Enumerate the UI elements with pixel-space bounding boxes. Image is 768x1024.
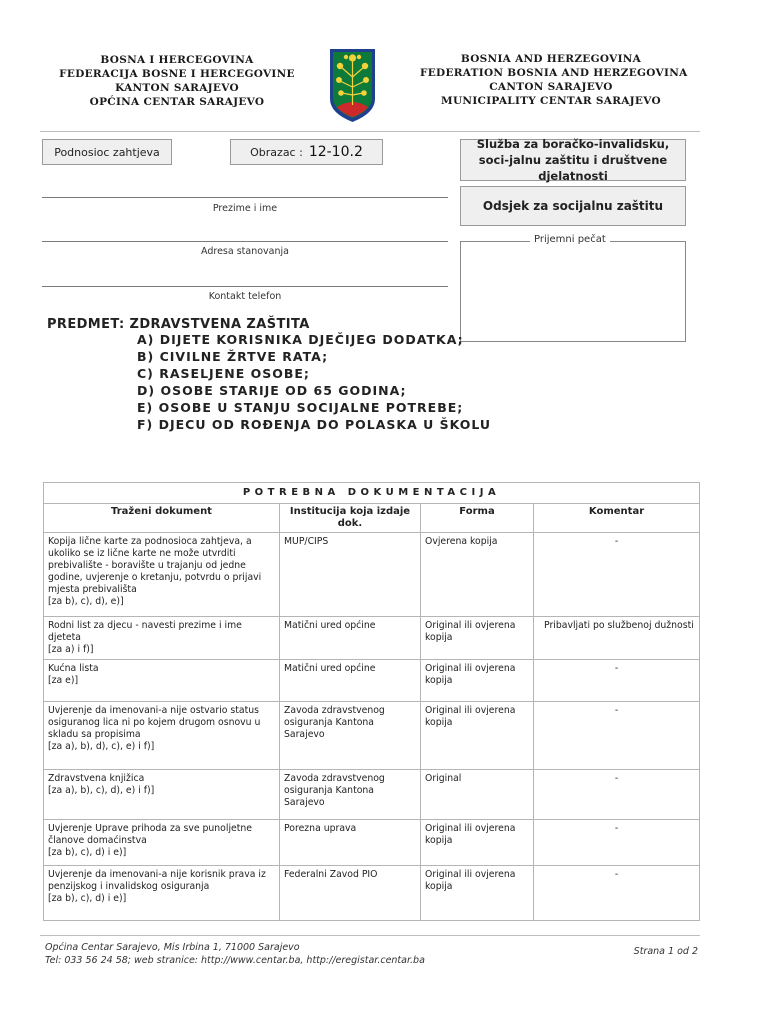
subject-item: D) OSOBE STARIJE OD 65 GODINA;: [137, 383, 407, 398]
header-right-line: CANTON SARAJEVO: [489, 81, 613, 93]
header-right-block: [420, 52, 688, 108]
document-text: Uvjerenje Uprave prihoda za sve punoljetne članove domaćinstva: [48, 823, 253, 846]
document-scope: [za a), b), d), c), e) i f)]: [48, 741, 155, 752]
institution-cell: Zavoda zdravstvenog osiguranja Kantona Sarajevo: [280, 702, 421, 770]
table-row: [44, 820, 700, 866]
institution-cell: Porezna uprava: [280, 820, 421, 866]
institution-cell: Matični ured općine: [280, 617, 421, 660]
header-left-line: BOSNA I HERCEGOVINA: [100, 54, 254, 66]
column-header: Institucija koja izdaje dok.: [280, 504, 421, 533]
footer-contact: [45, 941, 425, 967]
comment-cell: -: [534, 533, 700, 617]
document-cell: [44, 533, 280, 617]
subject-item: C) RASELJENE OSOBE;: [137, 366, 310, 381]
form-cell: Original: [421, 770, 534, 820]
department-box: [460, 186, 686, 226]
comment-cell: -: [534, 702, 700, 770]
document-scope: [za b), c), d), e)]: [48, 596, 124, 607]
header-left-line: KANTON SARAJEVO: [115, 82, 239, 94]
document-scope: [za b), c), d) i e)]: [48, 893, 127, 904]
institution-cell: MUP/CIPS: [280, 533, 421, 617]
document-cell: [44, 702, 280, 770]
department-name: Odsjek za socijalnu zaštitu: [482, 199, 664, 213]
document-scope: [za e)]: [48, 675, 79, 686]
document-cell: [44, 866, 280, 921]
subject-item: F) DJECU OD ROĐENJA DO POLASKA U ŠKOLU: [137, 417, 492, 432]
header-right-line: BOSNIA AND HERZEGOVINA: [460, 53, 642, 65]
form-cell: Original ili ovjerena kopija: [421, 820, 534, 866]
form-code: 12-10.2: [308, 144, 363, 160]
institution-cell: Zavoda zdravstvenog osiguranja Kantona Sarajevo: [280, 770, 421, 820]
surname-label: Prezime i ime: [212, 203, 278, 214]
column-header: Komentar: [534, 504, 700, 533]
header-right-line: FEDERATION BOSNIA AND HERZEGOVINA: [420, 67, 688, 79]
coat-of-arms-icon: [328, 47, 377, 124]
document-text: Zdravstvena knjižica: [48, 773, 145, 784]
form-code-box: [230, 139, 383, 165]
comment-cell: -: [534, 770, 700, 820]
stamp-label: Prijemni pečat: [530, 234, 610, 245]
surname-field[interactable]: [42, 197, 448, 198]
phone-label: Kontakt telefon: [208, 291, 282, 302]
document-cell: [44, 617, 280, 660]
header-left-block: [40, 53, 314, 109]
table-row: [44, 770, 700, 820]
table-row: [44, 660, 700, 702]
document-scope: [za b), c), d) i e)]: [48, 847, 127, 858]
header-left-line: OPĆINA CENTAR SARAJEVO: [89, 96, 265, 108]
table-row: [44, 702, 700, 770]
column-header: Traženi dokument: [44, 504, 280, 533]
document-cell: [44, 660, 280, 702]
form-cell: Original ili ovjerena kopija: [421, 660, 534, 702]
comment-cell: Pribavljati po službenoj dužnosti: [534, 617, 700, 660]
documentation-table: [43, 482, 700, 921]
subject-item: B) CIVILNE ŽRTVE RATA;: [137, 349, 329, 364]
document-scope: [za a), b), c), d), e) i f)]: [48, 785, 155, 796]
address-field[interactable]: [42, 241, 448, 242]
subject-item: A) DIJETE KORISNIKA DJEČIJEG DODATKA;: [137, 332, 464, 347]
column-header: Forma: [421, 504, 534, 533]
comment-cell: -: [534, 866, 700, 921]
footer-address: Općina Centar Sarajevo, Mis Irbina 1, 71000 Sarajevo: [45, 942, 300, 953]
document-text: Kućna lista: [48, 663, 99, 674]
institution-cell: Matični ured općine: [280, 660, 421, 702]
comment-cell: -: [534, 660, 700, 702]
header-left-line: FEDERACIJA BOSNE I HERCEGOVINE: [59, 68, 295, 80]
document-text: Kopija lične karte za podnosioca zahtjeva, a ukoliko se iz lične karte ne može utvrditi prebivalište - boravište u trajanju od jedne godine, uvjerenje o kretanju, potvrdu o prijavi mjesta prebivališta: [48, 536, 262, 595]
footer-divider: [40, 935, 700, 936]
phone-field[interactable]: [42, 286, 448, 287]
header-right-line: MUNICIPALITY CENTAR SARAJEVO: [441, 95, 661, 107]
document-text: Uvjerenje da imenovani-a nije korisnik prava iz penzijskog i invalidskog osiguranja: [48, 869, 266, 892]
header-divider: [40, 131, 700, 132]
document-cell: [44, 820, 280, 866]
table-row: [44, 533, 700, 617]
table-row: [44, 866, 700, 921]
form-cell: Original ili ovjerena kopija: [421, 702, 534, 770]
form-cell: Original ili ovjerena kopija: [421, 617, 534, 660]
page-number: Strana 1 od 2: [633, 946, 698, 957]
subject-title: PREDMET: ZDRAVSTVENA ZAŠTITA: [47, 317, 310, 332]
document-cell: [44, 770, 280, 820]
document-scope: [za a) i f)]: [48, 644, 94, 655]
table-header-row: [44, 504, 700, 533]
table-row: [44, 617, 700, 660]
applicant-label-box: [42, 139, 172, 165]
table-caption: POTREBNA DOKUMENTACIJA: [44, 483, 700, 504]
service-box: [460, 139, 686, 181]
address-label: Adresa stanovanja: [201, 246, 289, 257]
comment-cell: -: [534, 820, 700, 866]
subject-list: [137, 331, 491, 433]
footer-phone-web: Tel: 033 56 24 58; web stranice: http://www.centar.ba, http://eregistar.centar.ba: [45, 955, 425, 966]
form-cell: Ovjerena kopija: [421, 533, 534, 617]
subject-item: E) OSOBE U STANJU SOCIJALNE POTREBE;: [137, 400, 464, 415]
applicant-label: Podnosioc zahtjeva: [54, 145, 160, 159]
form-label: Obrazac :: [250, 145, 303, 159]
document-text: Rodni list za djecu - navesti prezime i ime djeteta: [48, 620, 242, 643]
institution-cell: Federalni Zavod PIO: [280, 866, 421, 921]
stamp-box: [460, 241, 686, 342]
form-cell: Original ili ovjerena kopija: [421, 866, 534, 921]
document-text: Uvjerenje da imenovani-a nije ostvario status osiguranog lica ni po kojem drugom osnovu u skladu sa propisima: [48, 705, 261, 740]
service-name: Služba za boračko-invalidsku, soci-jalnu zaštitu i društvene djelatnosti: [476, 137, 670, 183]
